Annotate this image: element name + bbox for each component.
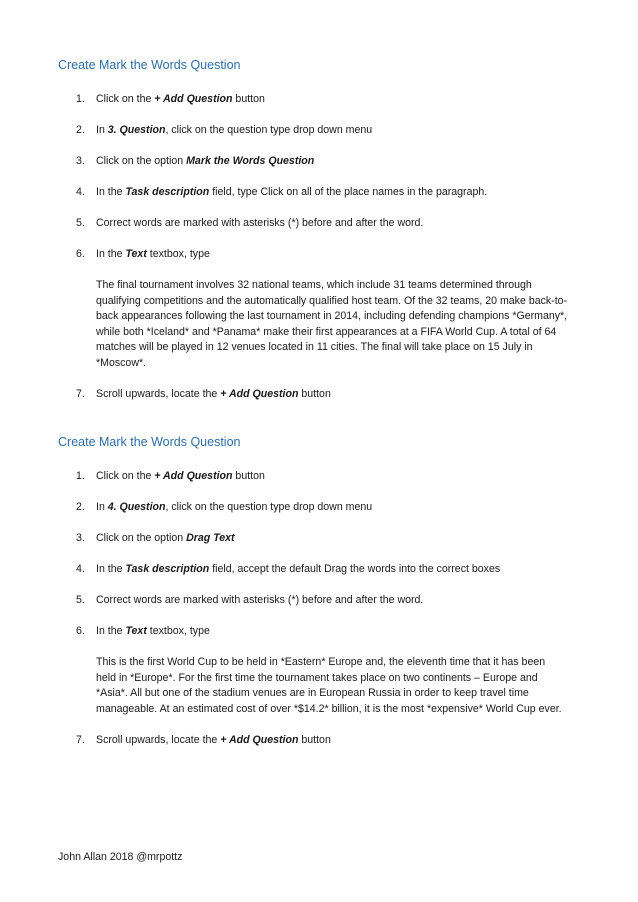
step-number: 6. [76,248,85,260]
step-text: In 3. Question, click on the question type drop down menu [96,124,373,136]
step-text: Correct words are marked with asterisks (*) before and after the word. [96,217,424,229]
step-text: In 4. Question, click on the question type drop down menu [96,501,373,513]
step-number: 3. [76,155,85,167]
step-number: 6. [76,625,85,637]
step-text: Correct words are marked with asterisks (*) before and after the word. [96,594,424,606]
step-number: 2. [76,501,85,513]
section2-sample-paragraph: This is the first World Cup to be held in *Eastern* Europe and, the eleventh time that it has been held in *Europe*. For the first time the tournament takes place on two continents – Europe and *Asia*. All but one of the stadium venues are in European Russia in order to keep travel time manageable. At an estimated cost of over *$14.2* billion, it is the most *expensive* World Cup ever. [96,656,562,715]
step-text: In the Task description field, accept the default Drag the words into the correct boxes [96,563,501,575]
step-text: In the Text textbox, type [96,248,210,260]
section1-sample-paragraph: The final tournament involves 32 national teams, which include 31 teams determined through qualifying competitions and the automatically qualified host team. Of the 32 teams, 20 make back-to-back appearances following the last tournament in 2014, including defending champions *Germany*, while both *Iceland* and *Panama* make their first appearances at a FIFA World Cup. A total of 64 matches will be played in 12 venues located in 11 cities. The final will take place on 15 July in *Moscow*. [96,279,568,369]
step-number: 1. [76,470,85,482]
step-text: Click on the + Add Question button [96,470,265,482]
step-number: 4. [76,186,85,198]
step-number: 4. [76,563,85,575]
step-text: In the Task description field, type Click on all of the place names in the paragraph. [96,186,488,198]
step-number: 5. [76,217,85,229]
step-text: Scroll upwards, locate the + Add Question button [96,388,331,400]
step-number: 3. [76,532,85,544]
page-footer: John Allan 2018 @mrpottz [58,851,183,863]
step-text: Scroll upwards, locate the + Add Question button [96,734,331,746]
step-text: Click on the option Drag Text [96,532,235,544]
section1-heading: Create Mark the Words Question [58,58,241,72]
section2-heading: Create Mark the Words Question [58,435,241,449]
step-number: 7. [76,388,85,400]
step-text: Click on the option Mark the Words Question [96,155,315,167]
step-number: 7. [76,734,85,746]
step-text: In the Text textbox, type [96,625,210,637]
step-number: 1. [76,93,85,105]
step-number: 5. [76,594,85,606]
step-text: Click on the + Add Question button [96,93,265,105]
step-number: 2. [76,124,85,136]
